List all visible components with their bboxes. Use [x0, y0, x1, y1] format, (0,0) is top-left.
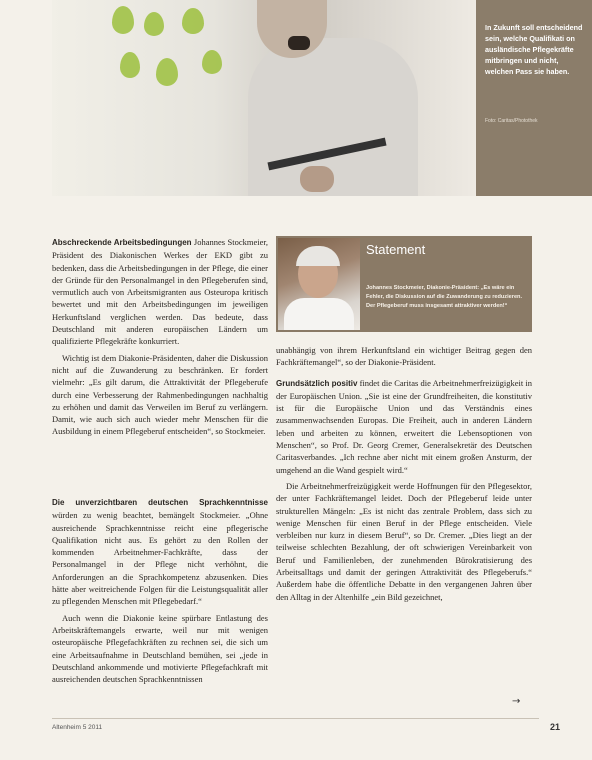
leaf-decoration [156, 58, 178, 86]
paragraph: Wichtig ist dem Diakonie-Präsidenten, daher die Diskussion nicht auf die Zuwanderung zu beschränken. Er fordert vielmehr: „Es gilt darum, die Attraktivität der Pflegeberufe durch eine Verbesserung der Rahmenbedingungen nachhaltig zu erhöhen und damit das Verweilen im Beruf zu verlängern. Damit, wie auch sich auch wieder mehr Menschen für die Ausbildung in einem Pflegeberuf entscheiden“, so Stockmeier. [52, 352, 268, 437]
statement-text: Johannes Stockmeier, Diakonie-Präsident: „Es wäre ein Fehler, die Diskussion auf die Zuwanderung zu reduzieren. Der Pflegeberuf muss insgesamt attraktiver werden!“ [366, 285, 523, 309]
paragraph-text: würden zu wenig beachtet, bemängelt Stockmeier. „Ohne ausreichende Sprachkenntnisse reicht eine pflegerische Qualifikation nicht aus. Es gehört zu den Rollen der kommenden Arbeitnehmer-Fachkräfte, dass der Personalmangel in der Pflege nicht verhöhnt, die Anforderungen an die Sprachkompetenz abzusenken. Dies hätte aber weitreichende Folgen für die Leistungsqualität aller zu pflegenden Menschen mit Pflegebedarf.“ [52, 510, 268, 607]
page-number: 21 [550, 722, 561, 732]
column-left-top [52, 236, 268, 442]
pipe-icon [288, 36, 310, 50]
footer-rule [52, 718, 539, 719]
paragraph: Auch wenn die Diakonie keine spürbare Entlastung des Arbeitskräftemangels erwarte, weil nur mit wenigen osteuropäische Pflegefachkräften zu rechnen sei, die sich um eine Arbeitsaufnahme in Deutschland bemühen, sei „jede in Deutschland ankommende und motivierte Pflegefachkraft mit ausreichenden deutschen Sprachkenntnissen [52, 612, 268, 685]
column-left-bottom [52, 496, 268, 689]
paragraph-text: findet die Caritas die Arbeitnehmerfreizügigkeit in der Europäischen Union. „Sie ist eine der Grundfreiheiten, die konstitutiv ist für die Europäische Union und das Verständnis eines zusammenwachsenden Europas. Die Freiheit, auch in anderen Ländern leben und arbeiten zu können, erweitert die Lebensoptionen von Menschen“, so Prof. Dr. Georg Cremer, Generalsekretär des Deutschen Caritasverbandes. „Ich rechne aber nicht mit einem großen Ansturm, der umgehend an die Wand gespielt wird.“ [276, 377, 533, 475]
leaf-decoration [202, 50, 222, 74]
hand [300, 166, 334, 192]
paragraph: Die Arbeitnehmerfreizügigkeit werde Hoffnungen für den Pflegesektor, der unter Fachkräftemangel leidet. Doch der Pflegeberuf leide unter strukturellen Mängeln: „Es ist nicht das zentrale Problem, dass sich zu wenige Menschen für einen Beruf in der Pflege entscheiden. Viele verbleiben nur kurz in diesem Beruf“, so Dr. Cremer. „Dies liegt an der teilweise schlechten Bezahlung, der oft schwierigen Vereinbarkeit von Beruf und Familienleben, der zunehmenden Bürokratisierung des Arbeitsalltags und damit der geringen Attraktivität des Pflegeberufs.“ Außerdem habe die öffentliche Debatte in den vergangenen Jahren über den Alltag in der Altenhilfe „ein Bild gezeichnet, [276, 480, 532, 602]
paragraph: unabhängig von ihrem Herkunftsland ein wichtiger Beitrag gegen den Fachkräftemangel“, so der Diakonie-Präsident. [276, 345, 532, 368]
paragraph-heading: Die unverzichtbaren deutschen Sprachkenntnisse [52, 498, 268, 507]
statement-box [276, 236, 532, 332]
paragraph-heading: Abschreckende Arbeitsbedingungen [52, 238, 192, 247]
pull-quote-text: In Zukunft soll entscheidend sein, welche Qualifikati on ausländische Pflegekräfte mitbringen und nicht, welchen Pass sie haben. [485, 23, 583, 76]
statement-title: Statement [366, 242, 426, 257]
portrait-photo [278, 238, 360, 330]
hero-photo [52, 0, 476, 196]
paragraph-text: Johannes Stockmeier, Präsident des Diakonischen Werkes der EKD gibt zu bedenken, dass die Arbeitsbedingungen in der Pflege, die einer der Gründe für den Personalmangel in den Pflegeberufen sind, vermutlich auch von Arbeitsmigranten aus Osteuropa kritisch bewertet und mit den Arbeitsbedingungen im jeweiligen Herkunftsland verglichen werden. Das bedeute, dass Deutschland mit anderen europäischen Ländern um qualifizierte Pflegekräfte konkurriert. [52, 237, 268, 347]
paragraph [276, 377, 532, 476]
magazine-issue: Altenheim 5 2011 [52, 724, 103, 731]
column-right [276, 344, 532, 607]
leaf-decoration [182, 8, 204, 34]
portrait-shirt [284, 298, 354, 330]
leaf-decoration [144, 12, 164, 36]
leaf-decoration [112, 6, 134, 34]
paragraph [52, 496, 268, 608]
pull-quote [476, 0, 592, 196]
continue-arrow-icon: → [512, 696, 521, 707]
photo-credit: Foto: Caritas/Photothek [485, 118, 538, 124]
paragraph-heading: Grundsätzlich positiv [276, 378, 358, 388]
portrait-hair [296, 246, 340, 266]
paragraph [52, 236, 268, 348]
leaf-decoration [120, 52, 140, 78]
